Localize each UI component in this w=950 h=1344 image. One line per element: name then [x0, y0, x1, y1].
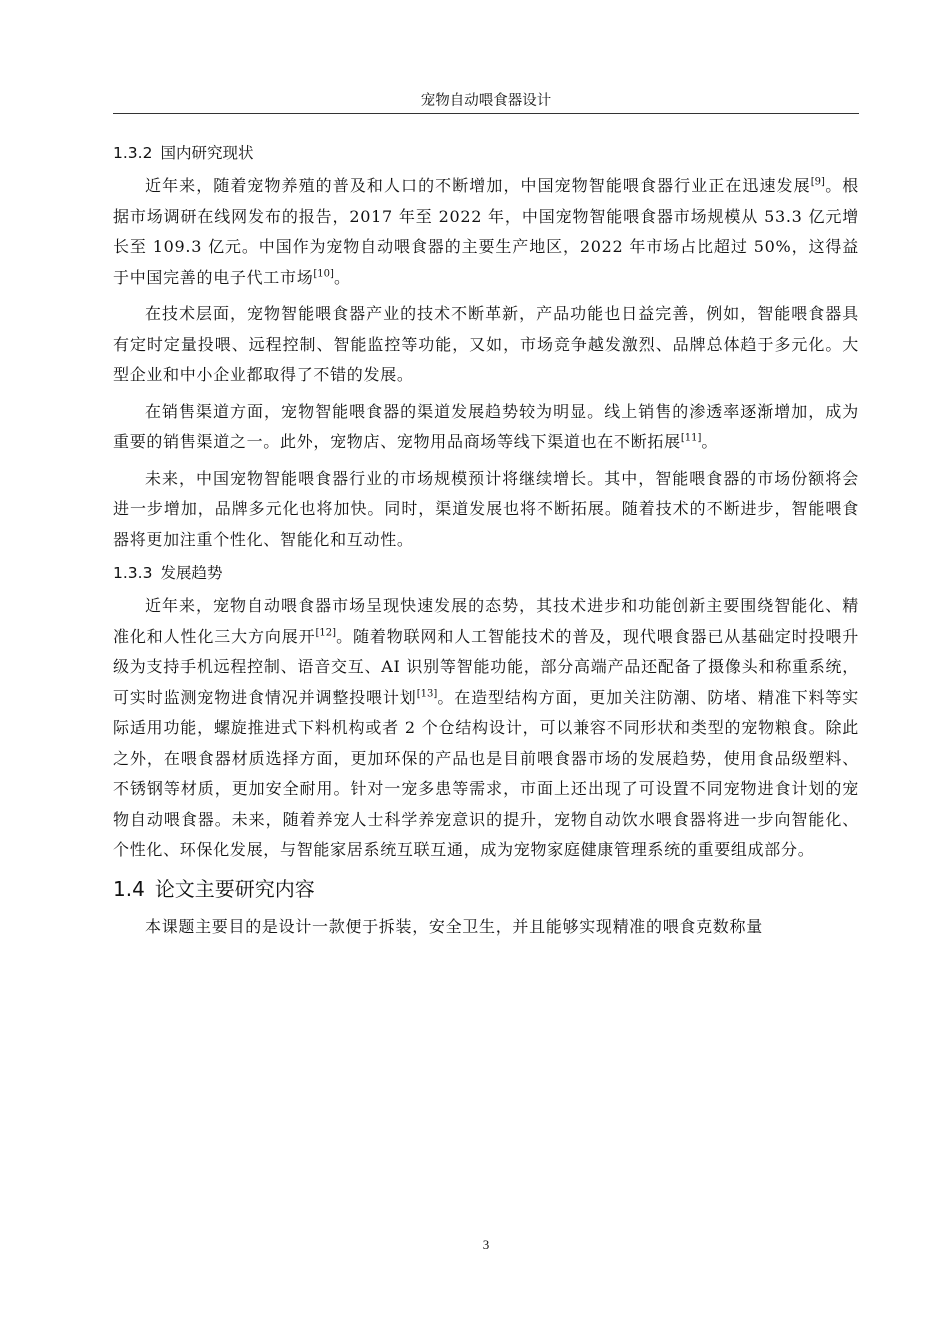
paragraph-text: 。	[333, 267, 351, 287]
section-title: 发展趋势	[160, 564, 223, 582]
citation-ref: [13]	[416, 688, 438, 700]
paragraph-domestic-status-2: 在技术层面，宠物智能喂食器产业的技术不断革新，产品功能也日益完善，例如，智能喂食器具有定时定量投喂、远程控制、智能监控等功能，又如，市场竞争越发激烈、品牌总体趋于多元化。大型企业和中小企业都取得了不错的发展。	[113, 304, 859, 384]
paragraph-text: 。随着物联网和人工智能技术的普及，现代喂食器已从基础定时投喂升级为支持手机远程控制、语音交互、AI 识别等智能功能，部分高端产品还配备了摄像头和称重系统，可实时监测宠物进食情况并调整投喂计划	[113, 626, 860, 707]
section-heading-1-3-3	[113, 561, 859, 585]
section-title: 国内研究现状	[160, 144, 254, 162]
page-number: 3	[482, 1237, 490, 1252]
paragraph-text: 在销售渠道方面，宠物智能喂食器的渠道发展趋势较为明显。线上销售的渗透率逐渐增加，成为重要的销售渠道之一。此外，宠物店、宠物用品商场等线下渠道也在不断拓展	[113, 401, 859, 451]
citation-ref: [12]	[315, 627, 336, 639]
header-rule	[113, 113, 859, 114]
section-title: 论文主要研究内容	[154, 876, 315, 901]
running-header: 宠物自动喂食器设计	[420, 93, 552, 109]
section-number: 1.4	[113, 876, 145, 901]
paragraph-development-trend	[113, 591, 859, 866]
section-heading-1-4	[113, 872, 859, 906]
paragraph-domestic-status-4: 未来，中国宠物智能喂食器行业的市场规模预计将继续增长。其中，智能喂食器的市场份额将会进一步增加，品牌多元化也将加快。同时，渠道发展也将不断拓展。随着技术的不断进步，智能喂食器将更加注重个性化、智能化和互动性。	[113, 468, 859, 549]
citation-ref: [11]	[680, 432, 702, 444]
paragraph-text: 。	[701, 432, 719, 451]
section-number: 1.3.3	[113, 564, 153, 582]
citation-ref: [9]	[810, 176, 825, 188]
paragraph-text: 近年来，宠物自动喂食器市场呈现快速发展的态势，其技术进步和功能创新主要围绕智能化、精准化和人性化三大方向展开	[113, 596, 859, 646]
paragraph-text: 。在造型结构方面，更加关注防潮、防堵、精准下料等实际适用功能，螺旋推进式下料机构或者 2 个仓结构设计，可以兼容不同形状和类型的宠物粮食。除此之外，在喂食器材质选择方面，更加环保的产品也是目前喂食器市场的发展趋势，使用食品级塑料、不锈钢等材质，更加安全耐用。针对一宠多患等需求，市面上还出现了可设置不同宠物进食计划的宠物自动喂食器。未来，随着养宠人士科学养宠意识的提升，宠物自动饮水喂食器将进一步向智能化、个性化、环保化发展，与智能家居系统互联互通，成为宠物家庭健康管理系统的重要组成部分。	[113, 687, 859, 859]
paragraph-text: 近年来，随着宠物养殖的普及和人口的不断增加，中国宠物智能喂食器行业正在迅速发展	[145, 176, 811, 195]
citation-ref: [10]	[313, 268, 334, 280]
paragraph-text: 。根据市场调研在线网发布的报告，2017 年至 2022 年，中国宠物智能喂食器市场规模从 53.3 亿元增长至 109.3 亿元。中国作为宠物自动喂食器的主要生产地区，2022 年市场占比超过 50%，这得益于中国完善的电子代工市场	[113, 176, 859, 287]
section-number: 1.3.2	[113, 144, 153, 162]
page-body	[113, 141, 859, 948]
section-heading-1-3-2	[113, 141, 859, 165]
paragraph-research-content: 本课题主要目的是设计一款便于拆装，安全卫生，并且能够实现精准的喂食克数称量	[145, 916, 763, 936]
paragraph-domestic-status-1	[113, 171, 859, 293]
paragraph-domestic-status-3	[113, 397, 859, 458]
